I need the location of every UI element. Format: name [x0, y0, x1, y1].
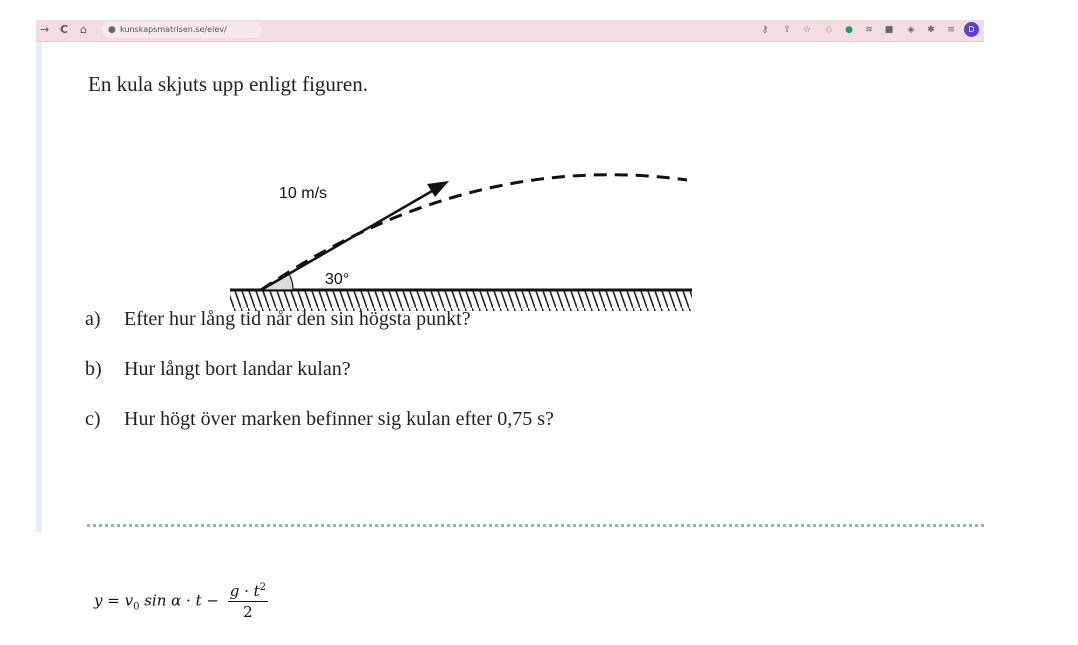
address-url[interactable]: kunskapsmatrisen.se/elev/	[120, 25, 227, 34]
share-icon[interactable]: ⇪	[783, 25, 791, 35]
problem-intro: En kula skjuts upp enligt figuren.	[88, 72, 368, 96]
question-c	[85, 408, 554, 431]
formula-fraction	[228, 582, 268, 621]
profile-avatar[interactable]: D	[964, 22, 979, 37]
formula-lhs: y = v	[94, 591, 134, 610]
bookmark-star-icon[interactable]: ☆	[802, 25, 812, 35]
question-text: Efter hur lång tid når den sin högsta punkt?	[124, 308, 471, 330]
extension-icon[interactable]: ◇	[825, 25, 833, 35]
home-icon[interactable]: ⌂	[80, 23, 87, 36]
numerator-exponent: 2	[259, 582, 267, 593]
question-label: a)	[85, 308, 101, 330]
section-divider	[87, 524, 984, 527]
lock-icon: ●	[108, 25, 116, 35]
question-label: c)	[85, 408, 101, 430]
fraction-denominator: 2	[243, 603, 253, 621]
grammarly-icon[interactable]: ●	[845, 25, 853, 35]
speed-label: 10 m/s	[279, 185, 328, 202]
arrow-head	[427, 181, 449, 197]
projectile-figure	[227, 128, 757, 313]
question-b	[85, 358, 351, 381]
question-text: Hur högt över marken befinner sig kulan efter 0,75 s?	[124, 408, 554, 430]
reading-list-icon[interactable]: ≡	[947, 25, 955, 35]
formula-subscript: 0	[133, 601, 140, 613]
browser-toolbar	[36, 20, 984, 42]
extension-icon[interactable]: ◈	[907, 25, 915, 35]
position-formula	[94, 582, 268, 621]
address-bar[interactable]	[102, 22, 262, 38]
question-text: Hur långt bort landar kulan?	[124, 358, 351, 380]
fraction-numerator	[228, 582, 268, 602]
extension-icon[interactable]: ■	[884, 25, 894, 35]
key-icon[interactable]: ⚷	[761, 25, 769, 35]
forward-icon[interactable]: →	[40, 23, 50, 36]
angle-label: 30°	[325, 271, 350, 288]
question-a	[85, 308, 471, 331]
numerator-base: g · t	[229, 582, 260, 600]
extension-icon[interactable]: ≋	[865, 25, 873, 35]
question-label: b)	[85, 358, 102, 380]
reload-icon[interactable]: C	[60, 23, 69, 36]
velocity-arrow	[261, 187, 439, 290]
extensions-puzzle-icon[interactable]: ✱	[927, 25, 935, 35]
problem-panel	[42, 42, 984, 532]
formula-middle: sin α · t −	[139, 591, 219, 610]
